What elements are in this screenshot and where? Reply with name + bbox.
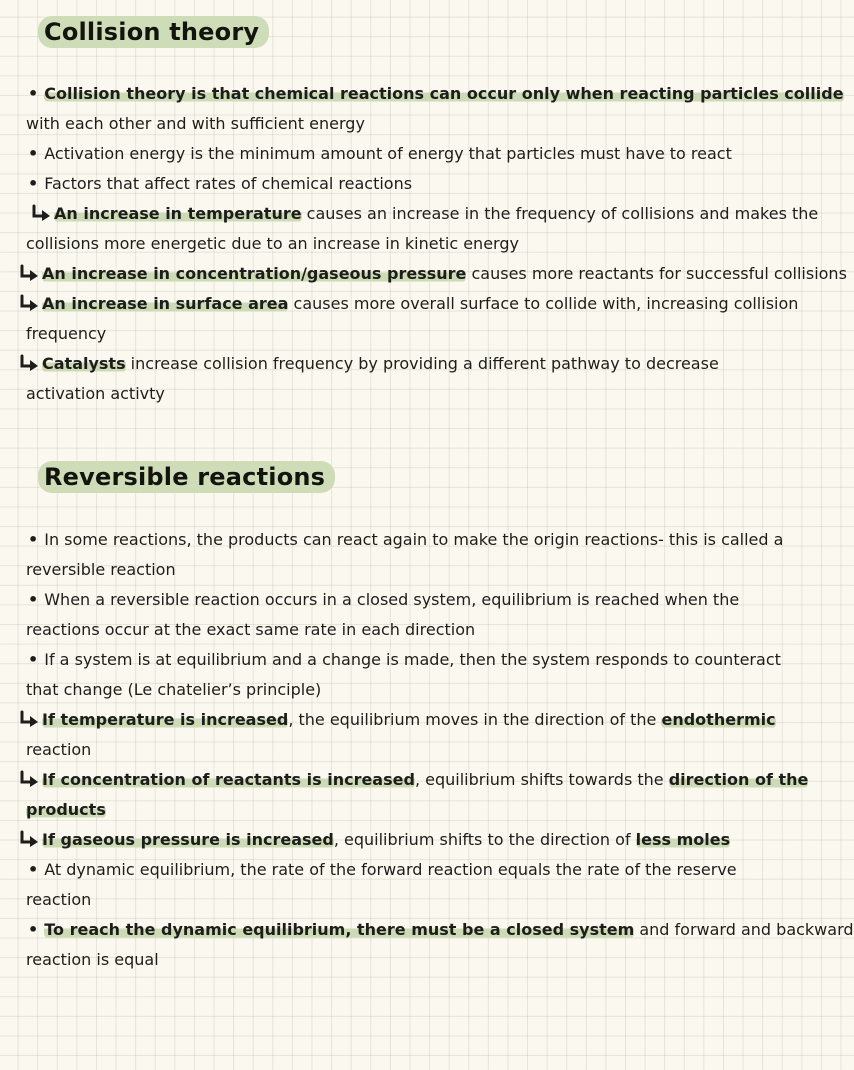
heading-collision-theory: Collision theory bbox=[38, 16, 269, 48]
list-item bbox=[18, 264, 847, 286]
list-item-continuation: with each other and with sufficient energy bbox=[26, 114, 365, 133]
item-text: In some reactions, the products can react again to make the origin reactions- this is called a bbox=[44, 530, 784, 549]
highlighted-text: endothermic bbox=[661, 710, 776, 729]
list-item bbox=[26, 174, 816, 196]
list-item-continuation: that change (Le chatelier’s principle) bbox=[26, 680, 322, 699]
list-item-continuation: reaction bbox=[26, 890, 92, 909]
list-item bbox=[30, 204, 820, 226]
list-item-continuation: frequency bbox=[26, 324, 107, 343]
highlighted-text: If gaseous pressure is increased bbox=[42, 830, 334, 849]
bullet-icon: • bbox=[28, 530, 39, 549]
highlighted-text: Catalysts bbox=[42, 354, 126, 373]
list-item bbox=[18, 770, 808, 792]
highlighted-text: An increase in surface area bbox=[42, 294, 289, 313]
list-item bbox=[26, 530, 816, 552]
arrow-icon bbox=[30, 204, 52, 222]
item-text: If a system is at equilibrium and a change is made, then the system responds to counteract bbox=[44, 650, 781, 669]
arrow-icon bbox=[18, 710, 40, 728]
list-item-continuation: reaction is equal bbox=[26, 950, 159, 969]
list-item bbox=[26, 84, 844, 106]
arrow-icon bbox=[18, 770, 40, 788]
list-item bbox=[26, 920, 854, 942]
arrow-icon bbox=[18, 354, 40, 372]
item-text: When a reversible reaction occurs in a closed system, equilibrium is reached when the bbox=[44, 590, 740, 609]
bullet-icon: • bbox=[28, 590, 39, 609]
list-item bbox=[26, 144, 816, 166]
highlighted-text: An increase in concentration/gaseous pressure bbox=[42, 264, 467, 283]
list-item bbox=[26, 650, 816, 672]
list-item-continuation: reversible reaction bbox=[26, 560, 176, 579]
list-item-continuation: collisions more energetic due to an increase in kinetic energy bbox=[26, 234, 519, 253]
bullet-icon: • bbox=[28, 144, 39, 163]
highlighted-text: An increase in temperature bbox=[54, 204, 302, 223]
list-item bbox=[18, 710, 808, 732]
highlighted-text: If concentration of reactants is increased bbox=[42, 770, 415, 789]
item-text: and forward and backward bbox=[634, 920, 854, 939]
bullet-icon: • bbox=[28, 650, 39, 669]
item-text: Activation energy is the minimum amount of energy that particles must have to react bbox=[44, 144, 732, 163]
arrow-icon bbox=[18, 294, 40, 312]
item-text: increase collision frequency by providing a different pathway to decrease bbox=[125, 354, 719, 373]
list-item-continuation: reaction bbox=[26, 740, 92, 759]
arrow-icon bbox=[18, 264, 40, 282]
highlighted-text: If temperature is increased bbox=[42, 710, 289, 729]
list-item-continuation: reactions occur at the exact same rate in each direction bbox=[26, 620, 476, 639]
list-item bbox=[18, 294, 808, 316]
highlighted-text: less moles bbox=[635, 830, 731, 849]
list-item bbox=[26, 590, 816, 612]
arrow-icon bbox=[18, 830, 40, 848]
item-text: At dynamic equilibrium, the rate of the forward reaction equals the rate of the reserve bbox=[44, 860, 737, 879]
item-text: causes an increase in the frequency of collisions and makes the bbox=[301, 204, 819, 223]
highlighted-text: Collision theory is that chemical reactions can occur only when reacting particles collide bbox=[44, 84, 844, 103]
item-text: causes more overall surface to collide with, increasing collision bbox=[288, 294, 799, 313]
item-text: causes more reactants for successful collisions bbox=[466, 264, 847, 283]
item-text: , equilibrium shifts to the direction of bbox=[333, 830, 636, 849]
bullet-icon: • bbox=[28, 860, 39, 879]
highlighted-text: products bbox=[26, 800, 106, 819]
bullet-icon: • bbox=[28, 920, 39, 939]
item-text: , the equilibrium moves in the direction of the bbox=[288, 710, 662, 729]
bullet-icon: • bbox=[28, 84, 39, 103]
bullet-icon: • bbox=[28, 174, 39, 193]
list-item bbox=[18, 830, 808, 852]
list-item bbox=[18, 354, 808, 376]
heading-reversible-reactions: Reversible reactions bbox=[38, 461, 335, 493]
highlighted-text: To reach the dynamic equilibrium, there must be a closed system bbox=[44, 920, 635, 939]
list-item-continuation: activation activty bbox=[26, 384, 165, 403]
highlighted-text: direction of the bbox=[668, 770, 809, 789]
item-text: , equilibrium shifts towards the bbox=[414, 770, 669, 789]
item-text: Factors that affect rates of chemical reactions bbox=[44, 174, 413, 193]
list-item bbox=[26, 860, 816, 882]
list-item-continuation bbox=[26, 800, 816, 822]
